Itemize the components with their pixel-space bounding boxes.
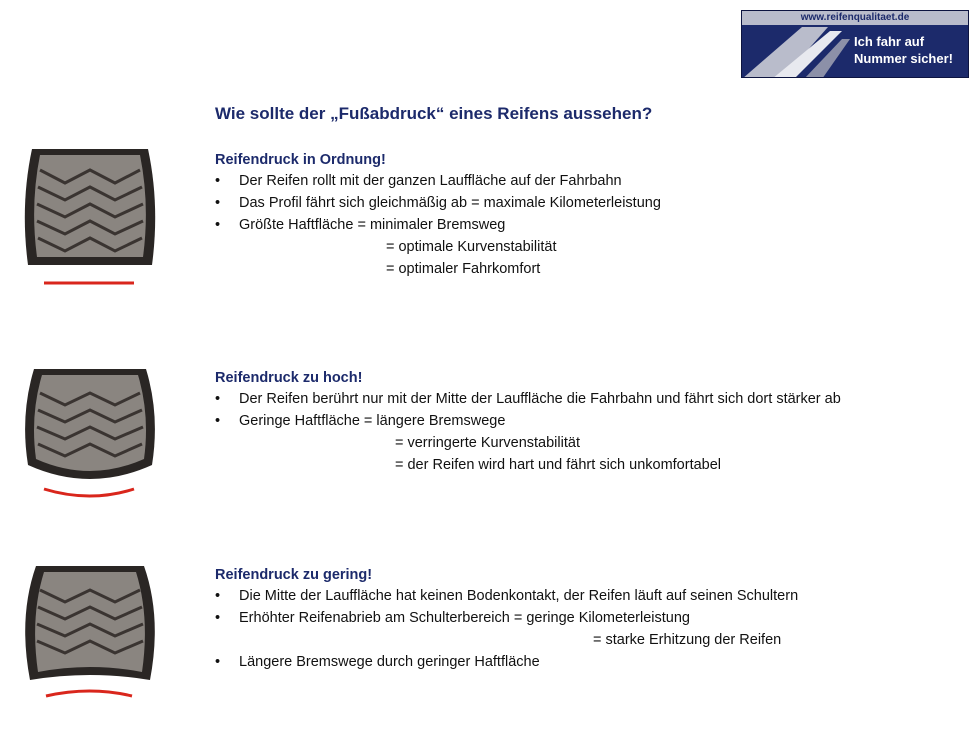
bullet: • (215, 588, 221, 604)
list-item-text: Der Reifen berührt nur mit der Mitte der Lauffläche die Fahrbahn und fährt sich dort stärker ab (239, 391, 841, 407)
list-continuation-text: = der Reifen wird hart und fährt sich unkomfortabel (395, 457, 722, 473)
list-continuation-text: = optimale Kurvenstabilität (386, 239, 557, 255)
list-continuation (215, 258, 970, 280)
list-item-text: Die Mitte der Lauffläche hat keinen Bodenkontakt, der Reifen läuft auf seinen Schultern (239, 588, 799, 604)
list-item (215, 651, 970, 673)
page-title: Wie sollte der „Fußabdruck“ eines Reifens aussehen? (215, 104, 653, 123)
tire-footprint-normal-icon (20, 145, 170, 290)
list-item (215, 607, 970, 629)
list-continuation-text: = verringerte Kurvenstabilität (395, 435, 580, 451)
list-item-text: Der Reifen rollt mit der ganzen Lauffläche auf der Fahrbahn (239, 173, 622, 189)
brand-logo (741, 10, 969, 78)
bullet: • (215, 610, 221, 626)
list-item (215, 388, 970, 410)
list-item-text: Das Profil fährt sich gleichmäßig ab = maximale Kilometerleistung (239, 195, 661, 211)
bullet: • (215, 413, 221, 429)
section-heading: Reifendruck zu gering! (215, 567, 373, 583)
list-continuation (215, 236, 970, 258)
section-heading: Reifendruck in Ordnung! (215, 152, 386, 168)
list-item (215, 170, 970, 192)
logo-slogan-line1: Ich fahr auf (854, 34, 925, 49)
section-pressure-low (215, 565, 970, 673)
list-item (215, 410, 970, 432)
bullet: • (215, 654, 221, 670)
list-item (215, 585, 970, 607)
list-item (215, 192, 970, 214)
list-continuation (215, 629, 970, 651)
tire-footprint-low-icon (20, 562, 170, 707)
section-heading: Reifendruck zu hoch! (215, 370, 363, 386)
bullet: • (215, 217, 221, 233)
list-continuation (215, 454, 970, 476)
list-item-text: Geringe Haftfläche = längere Bremswege (239, 413, 506, 429)
list-continuation (215, 432, 970, 454)
list-item (215, 214, 970, 236)
logo-slogan-line2: Nummer sicher! (854, 51, 953, 66)
logo-slogan (854, 33, 953, 67)
section-pressure-ok (215, 150, 970, 280)
tire-footprint-high-icon (20, 365, 170, 505)
list-item-text: Längere Bremswege durch geringer Haftfläche (239, 654, 540, 670)
list-item-text: Erhöhter Reifenabrieb am Schulterbereich = geringe Kilometerleistung (239, 610, 690, 626)
list-item-text: Größte Haftfläche = minimaler Bremsweg (239, 217, 506, 233)
bullet: • (215, 391, 221, 407)
bullet: • (215, 173, 221, 189)
list-continuation-text: = optimaler Fahrkomfort (386, 261, 541, 277)
section-pressure-high (215, 368, 970, 476)
bullet: • (215, 195, 221, 211)
list-continuation-text: = starke Erhitzung der Reifen (593, 632, 782, 648)
logo-url: www.reifenqualitaet.de (742, 11, 968, 25)
